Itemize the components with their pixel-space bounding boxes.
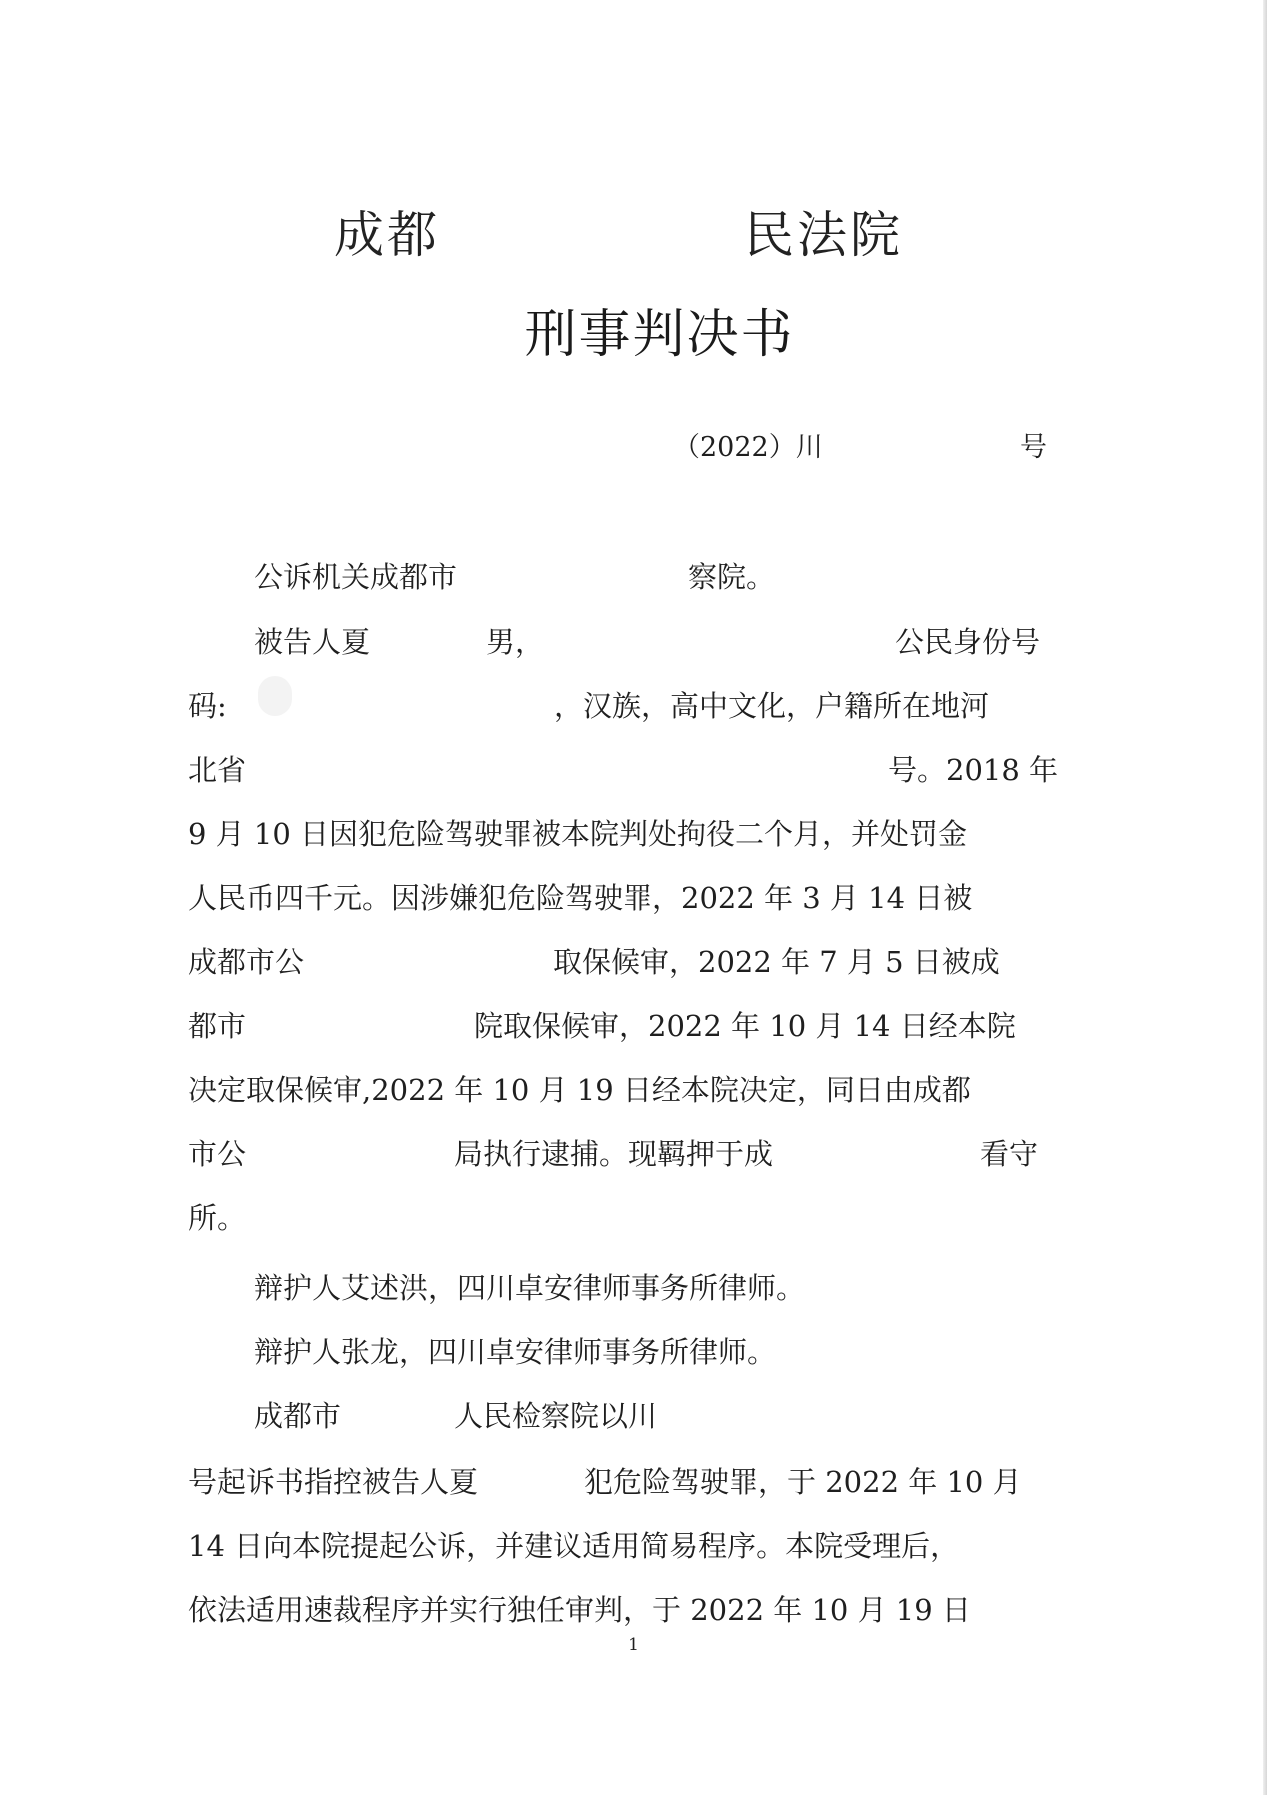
prosecutor-text-b: 察院。 <box>688 560 776 594</box>
defendant-line-9-c: 看守 <box>980 1137 1039 1171</box>
indictment-line-2-b: 犯危险驾驶罪，于 2022 年 10 月 <box>584 1465 1022 1499</box>
paragraph-prosecutor <box>188 555 1048 599</box>
defendant-line-2 <box>188 684 1048 728</box>
defendant-line-1-c: 公民身份号 <box>895 625 1041 659</box>
defendant-line-9-b: 局执行逮捕。现羁押于成 <box>454 1137 774 1171</box>
defendant-line-6-a: 成都市公 <box>188 945 305 979</box>
page-number: 1 <box>628 1635 639 1655</box>
defendant-line-7-b: 院取保候审，2022 年 10 月 14 日经本院 <box>474 1009 1016 1043</box>
defendant-line-3-a: 北省 <box>188 753 247 787</box>
case-number <box>0 428 1267 468</box>
defender-1-text: 辩护人艾述洪，四川卓安律师事务所律师。 <box>254 1271 806 1305</box>
defendant-line-3 <box>188 748 1059 792</box>
defender-2-text: 辩护人张龙，四川卓安律师事务所律师。 <box>254 1335 777 1369</box>
defender-1 <box>188 1266 1048 1310</box>
indictment-line-3-a: 14 日向本院提起公诉，并建议适用简易程序。本院受理后， <box>188 1529 960 1563</box>
indictment-line-1 <box>188 1394 1048 1438</box>
page-edge-shadow <box>1263 0 1267 1795</box>
defendant-line-8 <box>188 1068 1048 1112</box>
defendant-line-3-b: 号。2018 年 <box>888 753 1059 787</box>
indictment-line-1-a: 成都市 <box>254 1399 342 1433</box>
court-title <box>0 203 1267 267</box>
indictment-line-2 <box>188 1460 1048 1504</box>
defendant-line-6 <box>188 940 1048 984</box>
defendant-line-2-b: ，汉族，高中文化，户籍所在地河 <box>554 689 990 723</box>
defendant-line-6-b: 取保候审，2022 年 7 月 5 日被成 <box>553 945 1000 979</box>
defendant-line-9 <box>188 1132 1048 1176</box>
defendant-line-4-a: 9 月 10 日因犯危险驾驶罪被本院判处拘役二个月，并处罚金 <box>188 817 968 851</box>
defendant-line-1-b: 男， <box>486 625 545 659</box>
defendant-line-1-a: 被告人夏 <box>254 625 371 659</box>
defender-2 <box>188 1330 1048 1374</box>
document-title <box>0 302 1267 368</box>
indictment-line-4 <box>188 1588 1048 1632</box>
indictment-line-3 <box>188 1524 1048 1568</box>
court-title-part2: 民法院 <box>744 206 903 264</box>
indictment-line-1-b: 人民检察院以川 <box>454 1399 658 1433</box>
defendant-line-2-a: 码: <box>188 689 227 723</box>
defendant-line-4 <box>188 812 1048 856</box>
defendant-line-9-a: 市公 <box>188 1137 247 1171</box>
defendant-line-8-a: 决定取保候审,2022 年 10 月 19 日经本院决定，同日由成都 <box>188 1073 971 1107</box>
prosecutor-text-a: 公诉机关成都市 <box>254 560 458 594</box>
defendant-line-7-a: 都市 <box>188 1009 247 1043</box>
case-number-suffix: 号 <box>1020 432 1047 463</box>
document-title-text: 刑事判决书 <box>524 305 795 365</box>
defendant-line-1 <box>188 620 1048 664</box>
defendant-line-10 <box>188 1196 1048 1240</box>
indictment-line-4-a: 依法适用速裁程序并实行独任审判，于 2022 年 10 月 19 日 <box>188 1593 971 1627</box>
defendant-line-7 <box>188 1004 1048 1048</box>
defendant-line-5-a: 人民币四千元。因涉嫌犯危险驾驶罪，2022 年 3 月 14 日被 <box>188 881 973 915</box>
defendant-line-10-a: 所。 <box>188 1201 247 1235</box>
court-title-part1: 成都 <box>334 206 440 264</box>
indictment-line-2-a: 号起诉书指控被告人夏 <box>188 1465 479 1499</box>
defendant-line-5 <box>188 876 1048 920</box>
case-number-prefix: （2022）川 <box>673 432 823 463</box>
